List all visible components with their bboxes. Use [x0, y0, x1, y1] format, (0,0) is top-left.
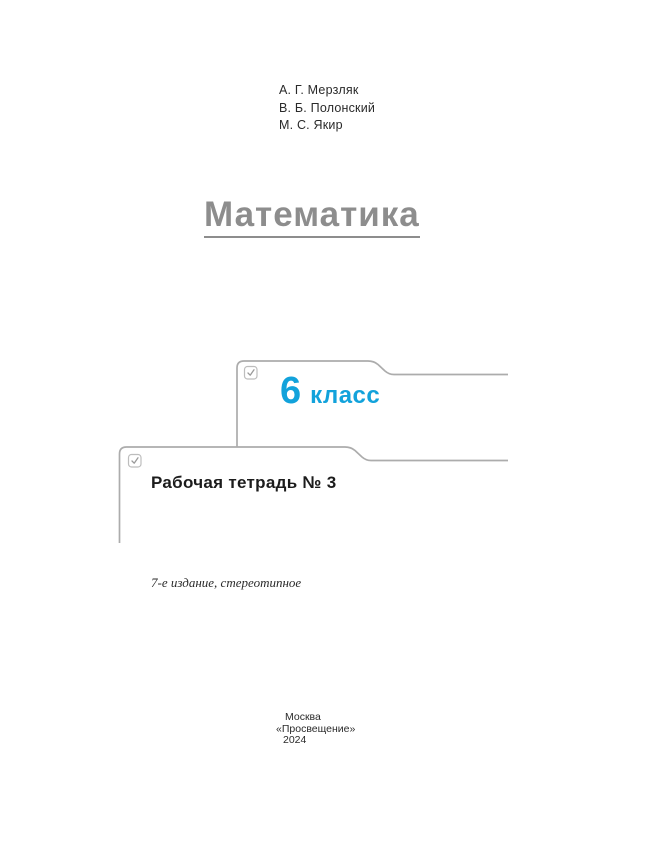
checkbox-checked-icon — [245, 367, 258, 380]
checkbox-checked-icon — [129, 455, 142, 468]
imprint-publisher: «Просвещение» — [276, 722, 356, 735]
book-title: Математика — [204, 196, 420, 238]
author-line: М. С. Якир — [279, 118, 343, 132]
author-line: В. Б. Полонский — [279, 100, 376, 115]
grade-label — [280, 372, 380, 410]
grade-word: класс — [310, 382, 381, 409]
imprint-year: 2024 — [283, 734, 307, 746]
workbook-title: Рабочая тетрадь № 3 — [151, 473, 337, 492]
authors-block — [279, 82, 375, 135]
imprint-city: Москва — [285, 711, 321, 723]
grade-number: 6 — [280, 370, 302, 412]
workbook-tab-outline — [120, 447, 509, 543]
author-line: А. Г. Мерзляк — [279, 83, 359, 97]
edition-note: 7-е издание, стереотипное — [151, 575, 302, 590]
imprint-block — [276, 712, 355, 747]
